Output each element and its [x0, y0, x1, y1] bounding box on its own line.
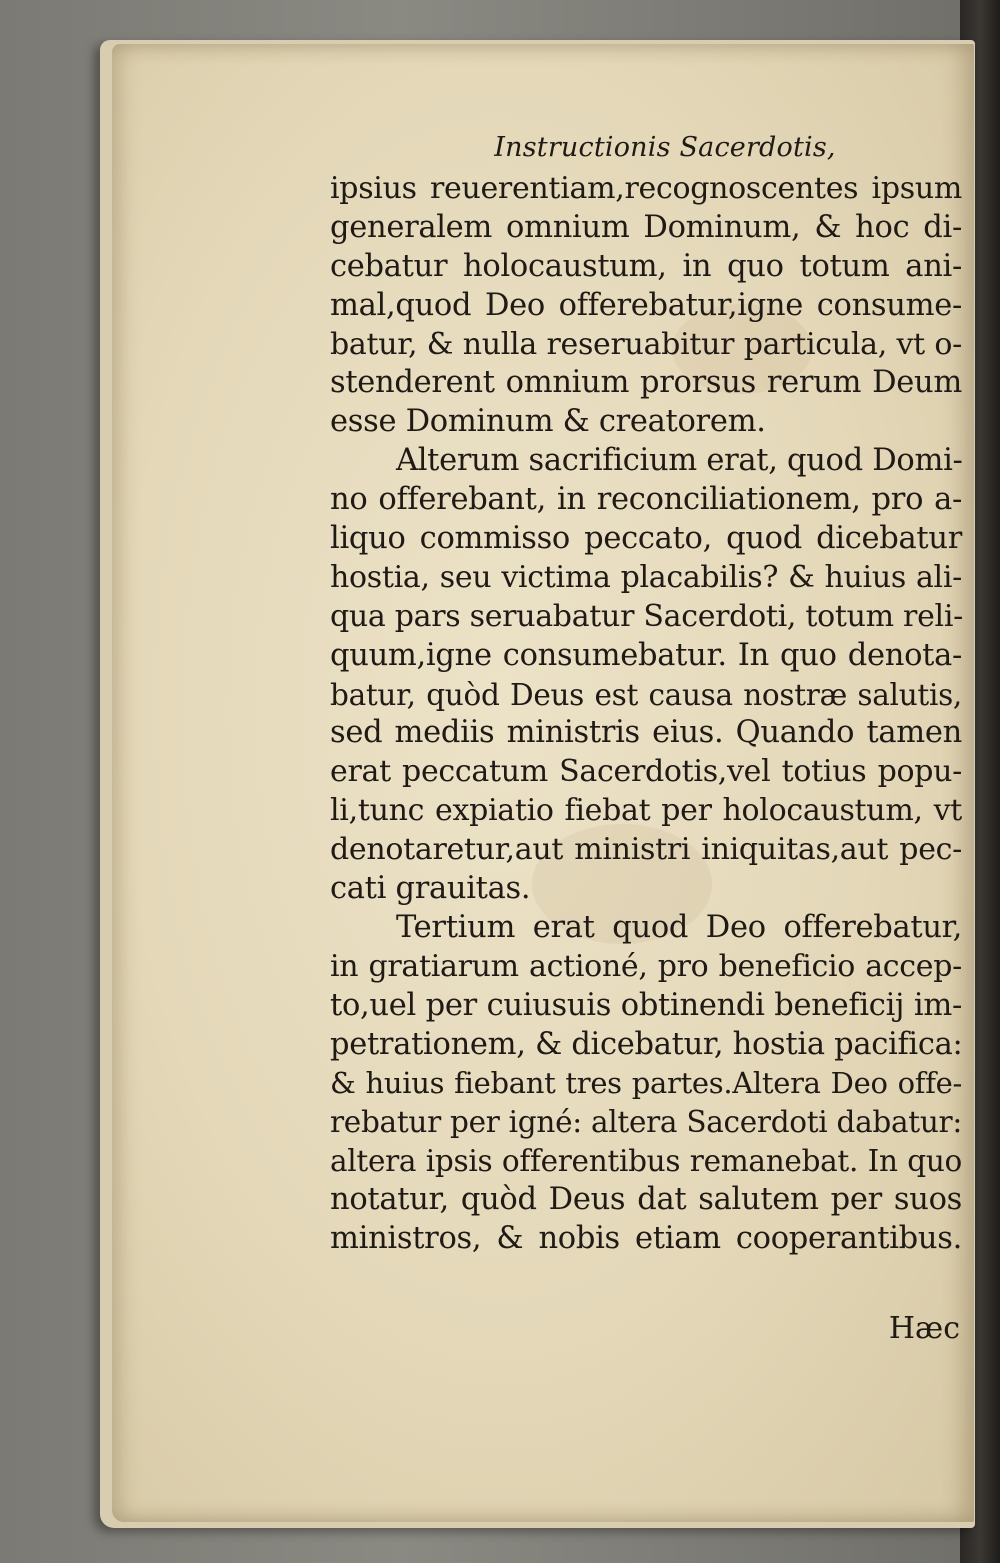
- text-line: li,tunc expiatio fiebat per holocaustum, vt: [330, 793, 962, 829]
- text-line: no offerebant, in reconciliationem, pro a-: [330, 482, 962, 518]
- text-line: mal,quod Deo offerebatur,igne consume-: [330, 287, 962, 323]
- text-line: ipsius reuerentiam,recognoscentes ipsum: [330, 171, 962, 206]
- text-line: hostia, seu victima placabilis? & huius ali-: [330, 559, 962, 595]
- text-line: cebatur holocaustum, in quo totum ani-: [330, 248, 962, 284]
- text-line: in gratiarum actioné, pro beneficio accep-: [330, 948, 962, 984]
- text-line: qua pars seruabatur Sacerdoti, totum reli-: [330, 598, 963, 634]
- text-line: notatur, quòd Deus dat salutem per suos: [330, 1182, 962, 1218]
- text-line: to,uel per cuiusuis obtinendi beneficij im-: [330, 987, 962, 1023]
- text-line: quum,igne consumebatur. In quo denota-: [330, 637, 962, 673]
- paragraph-start-line: Tertium erat quod Deo offerebatur,: [396, 909, 962, 945]
- text-line: denotaretur,aut ministri iniquitas,aut pec-: [330, 832, 962, 868]
- text-line: & huius fiebant tres partes.Altera Deo offe-: [330, 1066, 962, 1101]
- text-line: erat peccatum Sacerdotis,vel totius popu-: [330, 754, 962, 790]
- paragraph-start-line: Alterum sacrificium erat, quod Domi-: [396, 443, 963, 479]
- text-line: rebatur per igné: altera Sacerdoti dabatur:: [330, 1105, 962, 1140]
- text-line: ministros, & nobis etiam cooperantibus.: [330, 1221, 962, 1257]
- text-line: petrationem, & dicebatur, hostia pacifica:: [330, 1026, 963, 1062]
- text-line: cati grauitas.: [330, 871, 531, 907]
- text-line: liquo commisso peccato, quod dicebatur: [330, 521, 962, 557]
- text-line: batur, & nulla reseruabitur particula, vt o-: [330, 326, 962, 362]
- text-line: batur, quòd Deus est causa nostræ salutis,: [330, 677, 962, 712]
- text-line: altera ipsis offerentibus remanebat. In quo: [330, 1144, 962, 1179]
- running-head: Instructionis Sacerdotis,: [494, 132, 836, 163]
- page-text-block: [330, 126, 970, 1259]
- text-line: esse Dominum & creatorem.: [330, 404, 766, 440]
- catchword: Hæc: [888, 1311, 960, 1346]
- text-line: sed mediis ministris eius. Quando tamen: [330, 715, 962, 751]
- text-line: generalem omnium Dominum, & hoc di-: [330, 209, 962, 245]
- text-line: stenderent omnium prorsus rerum Deum: [330, 365, 962, 401]
